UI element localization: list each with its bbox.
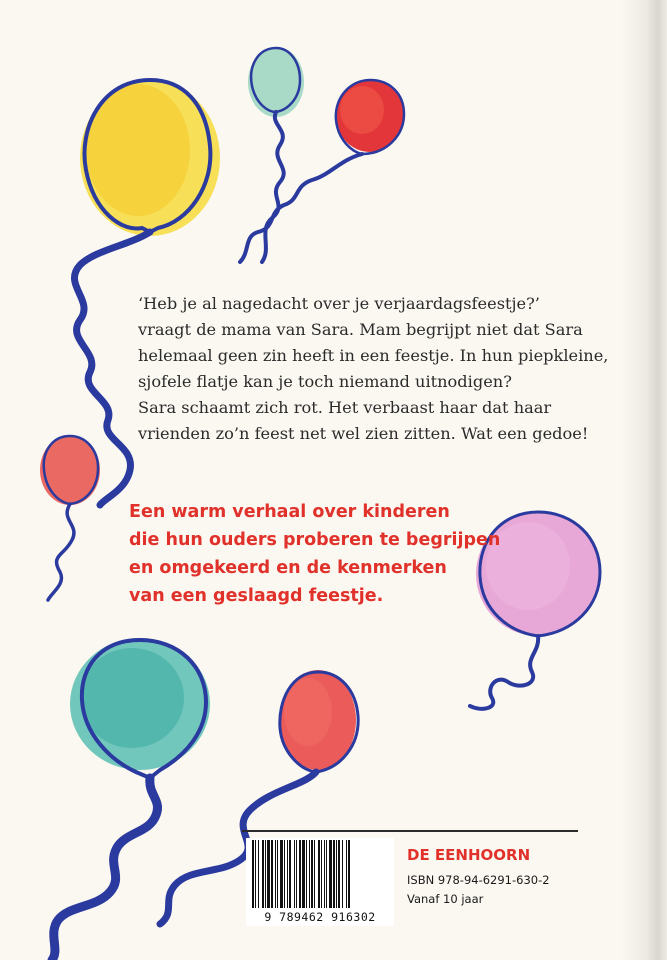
barcode-bar <box>289 840 291 908</box>
barcode-bar <box>321 840 322 908</box>
teal-balloon <box>70 638 210 778</box>
teal-balloon-ribbon <box>52 778 158 960</box>
tagline-line: van een geslaagd feestje. <box>129 586 384 606</box>
back-cover-blurb <box>138 291 608 447</box>
barcode-bars <box>250 840 390 912</box>
tagline-line: Een warm verhaal over kinderen <box>129 502 450 522</box>
barcode-bar <box>338 840 340 908</box>
barcode-bar <box>287 840 288 908</box>
age-recommendation: Vanaf 10 jaar <box>407 892 484 906</box>
red-balloon-small <box>40 435 100 505</box>
barcode-bar <box>265 840 266 908</box>
red-balloon-lower <box>280 670 358 772</box>
blurb-line: Sara schaamt zich rot. Het verbaast haar dat haar <box>138 398 552 417</box>
blurb-line: ‘Heb je al nagedacht over je verjaardagsfeestje?’ <box>138 294 540 313</box>
barcode-bar <box>318 840 320 908</box>
barcode-bar <box>284 840 285 908</box>
barcode-bar <box>262 840 264 908</box>
blurb-line: vraagt de mama van Sara. Mam begrijpt niet dat Sara <box>138 320 583 339</box>
barcode-bar <box>275 840 276 908</box>
barcode-bar <box>324 840 325 908</box>
divider-rule <box>242 830 578 832</box>
barcode-bar <box>336 840 337 908</box>
barcode-bar <box>329 840 332 908</box>
pink-balloon-ribbon <box>470 636 538 709</box>
blurb-line: helemaal geen zin heeft in een feestje. In hun piepkleine, <box>138 346 609 365</box>
barcode-bar <box>311 840 313 908</box>
mint-balloon <box>248 47 304 117</box>
barcode-digits: 9 789462 916302 <box>246 910 394 924</box>
barcode-bar <box>314 840 315 908</box>
barcode-bar <box>271 840 273 908</box>
red-balloon-top-ribbon <box>240 154 362 262</box>
barcode-bar <box>280 840 283 908</box>
barcode-bar <box>348 840 350 908</box>
tagline <box>129 498 549 610</box>
spine-shadow <box>621 0 667 960</box>
barcode-bar <box>296 840 297 908</box>
barcode-bar <box>346 840 347 908</box>
barcode-bar <box>267 840 270 908</box>
barcode-bar <box>255 840 256 908</box>
barcode-bar <box>302 840 305 908</box>
isbn-barcode <box>246 838 394 926</box>
publisher-name: DE EENHOORN <box>407 846 531 864</box>
barcode-bar <box>294 840 295 908</box>
barcode-bar <box>342 840 343 908</box>
barcode-bar <box>299 840 301 908</box>
barcode-bar <box>252 840 254 908</box>
barcode-bar <box>277 840 278 908</box>
yellow-balloon <box>80 80 220 236</box>
tagline-line: en omgekeerd en de kenmerken <box>129 558 447 578</box>
barcode-bar <box>258 840 259 908</box>
isbn-number: ISBN 978-94-6291-630-2 <box>407 873 550 887</box>
barcode-bar <box>326 840 327 908</box>
mint-balloon-ribbon <box>262 112 284 262</box>
red-balloon-top <box>336 80 404 154</box>
red-balloon-small-ribbon <box>48 504 74 600</box>
blurb-line: vrienden zo’n feest net wel zien zitten. Wat een gedoe! <box>138 424 589 443</box>
barcode-bar <box>309 840 310 908</box>
barcode-bar <box>306 840 307 908</box>
tagline-line: die hun ouders proberen te begrijpen <box>129 530 501 550</box>
barcode-bar <box>333 840 335 908</box>
blurb-line: sjofele flatje kan je toch niemand uitnodigen? <box>138 372 512 391</box>
